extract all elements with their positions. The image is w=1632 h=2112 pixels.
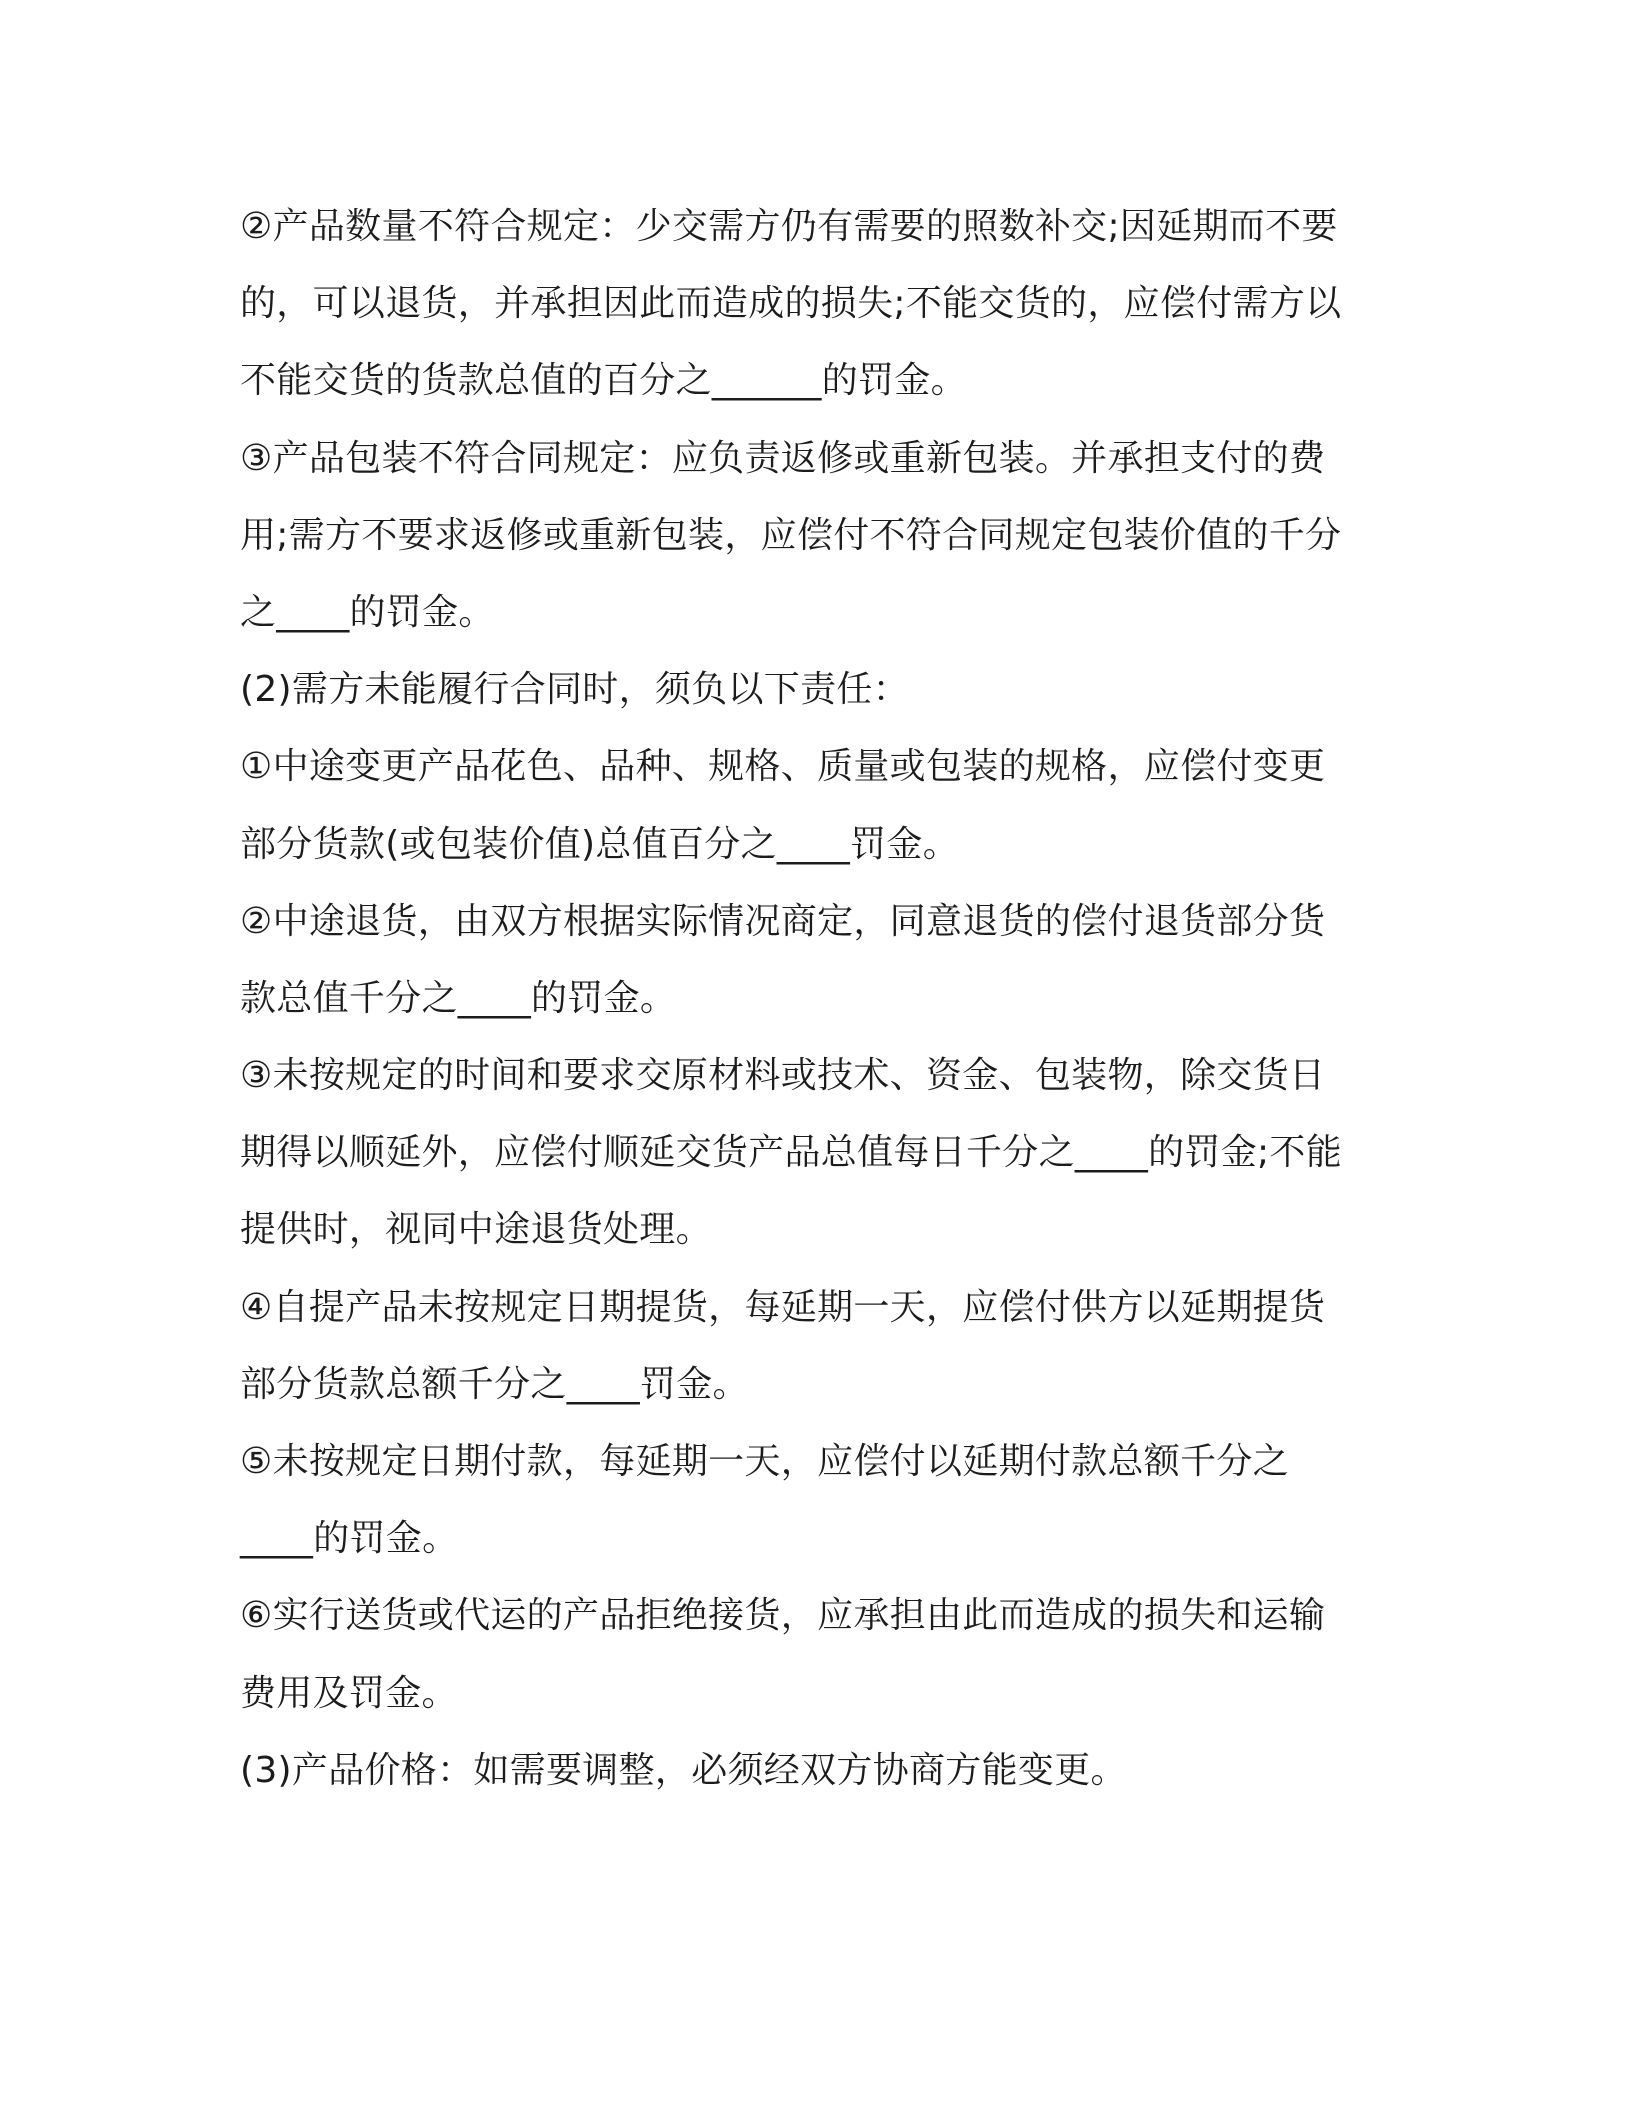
text-line: 之____的罚金。 <box>240 591 495 633</box>
text-line: ____的罚金。 <box>240 1518 459 1560</box>
text-line: 的，可以退货，并承担因此而造成的损失;不能交货的，应偿付需方以 <box>240 283 1342 325</box>
text-line: ①中途变更产品花色、品种、规格、质量或包装的规格，应偿付变更 <box>240 746 1326 788</box>
document-body <box>240 188 1390 1809</box>
text-line: 费用及罚金。 <box>240 1672 458 1714</box>
text-line: 款总值千分之____的罚金。 <box>240 977 677 1019</box>
section-heading: (2)需方未能履行合同时，须负以下责任： <box>240 669 909 711</box>
text-line: ⑤未按规定日期付款，每延期一天，应偿付以延期付款总额千分之 <box>240 1441 1289 1482</box>
text-line: 用;需方不要求返修或重新包装，应偿付不符合同规定包装价值的千分 <box>240 514 1342 556</box>
text-line: 提供时，视同中途退货处理。 <box>240 1209 712 1251</box>
section-heading: (3)产品价格：如需要调整，必须经双方协商方能变更。 <box>240 1749 1127 1791</box>
text-line: ⑥实行送货或代运的产品拒绝接货，应承担由此而造成的损失和运输 <box>240 1595 1326 1637</box>
text-line: ③未按规定的时间和要求交原材料或技术、资金、包装物，除交货日 <box>240 1055 1326 1097</box>
text-line: ③产品包装不符合同规定：应负责返修或重新包装。并承担支付的费 <box>240 437 1326 479</box>
text-line: 期得以顺延外，应偿付顺延交货产品总值每日千分之____的罚金;不能 <box>240 1132 1343 1174</box>
text-line: 部分货款(或包装价值)总值百分之____罚金。 <box>240 823 959 865</box>
text-line: 不能交货的货款总值的百分之______的罚金。 <box>240 360 967 402</box>
text-line: ②中途退货，由双方根据实际情况商定，同意退货的偿付退货部分货 <box>240 900 1326 942</box>
text-line: ④自提产品未按规定日期提货，每延期一天，应偿付供方以延期提货 <box>240 1286 1326 1328</box>
text-line: 部分货款总额千分之____罚金。 <box>240 1363 749 1405</box>
text-line: ②产品数量不符合规定：少交需方仍有需要的照数补交;因延期而不要 <box>240 206 1338 247</box>
